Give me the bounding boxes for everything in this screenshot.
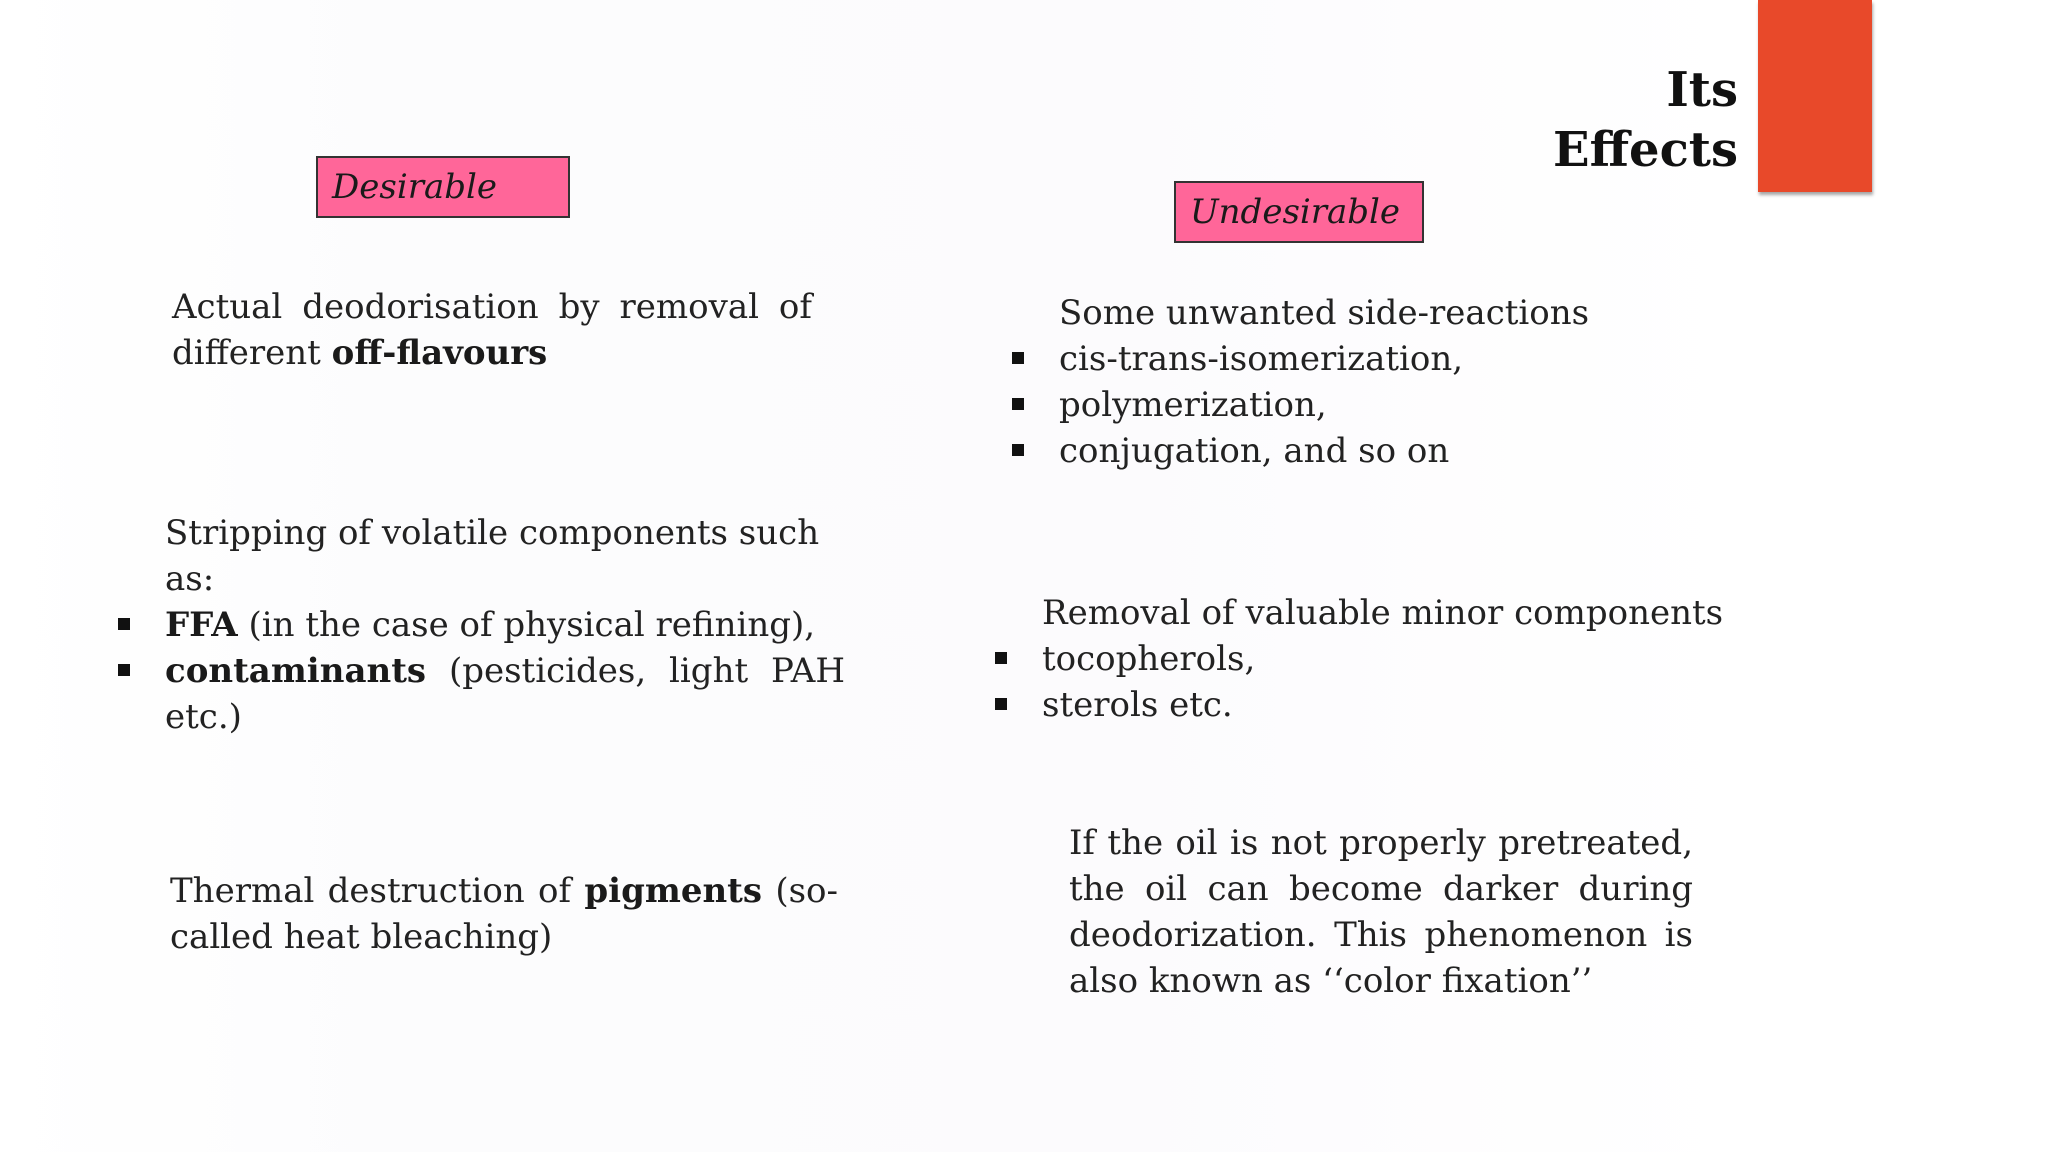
ffa-text: (in the case of physical refining), <box>237 605 816 645</box>
side-reactions-section <box>1059 290 1699 474</box>
list-item <box>1059 382 1699 428</box>
list-item <box>1042 636 1732 682</box>
removal-intro: Removal of valuable minor components <box>1042 593 1724 633</box>
contaminants-term: contaminants <box>165 651 427 691</box>
side-reaction-item: conjugation, and so on <box>1059 431 1450 471</box>
list-item <box>1059 336 1699 382</box>
list-item <box>1059 428 1699 474</box>
side-reaction-item: polymerization, <box>1059 385 1327 425</box>
deodorisation-paragraph <box>172 284 812 376</box>
thermal-text-after: (so-called heat bleaching) <box>170 871 839 957</box>
side-reactions-intro: Some unwanted side-reactions <box>1059 293 1590 333</box>
deodorisation-text: Actual deodorisation by removal of different <box>172 287 812 373</box>
stripping-intro: Stripping of volatile components such as: <box>165 513 820 599</box>
pigments-term: pigments <box>584 871 763 911</box>
removal-item: sterols etc. <box>1042 685 1233 725</box>
ffa-term: FFA <box>165 605 238 645</box>
list-item <box>165 648 845 740</box>
title-line-effects: Effects <box>1553 122 1738 178</box>
square-bullet-icon <box>995 698 1007 710</box>
undesirable-tag: Undesirable <box>1174 181 1424 243</box>
removal-item: tocopherols, <box>1042 639 1256 679</box>
side-reactions-list <box>1059 336 1699 474</box>
removal-section <box>1042 590 1732 728</box>
square-bullet-icon <box>1012 444 1024 456</box>
thermal-text-before: Thermal destruction of <box>170 871 585 911</box>
square-bullet-icon <box>995 652 1007 664</box>
slide-title <box>1553 60 1738 180</box>
off-flavours-term: off-flavours <box>331 333 548 373</box>
contaminants-text: (pesticides, light PAH etc.) <box>165 651 845 737</box>
title-line-its: Its <box>1666 62 1738 118</box>
square-bullet-icon <box>1012 398 1024 410</box>
square-bullet-icon <box>1012 352 1024 364</box>
desirable-tag: Desirable <box>316 156 570 218</box>
side-reaction-item: cis-trans-isomerization, <box>1059 339 1464 379</box>
square-bullet-icon <box>118 618 130 630</box>
removal-list <box>1042 636 1732 728</box>
square-bullet-icon <box>118 664 130 676</box>
list-item <box>165 602 845 648</box>
stripping-section <box>165 510 845 740</box>
accent-bar <box>1758 0 1872 192</box>
color-fixation-paragraph: If the oil is not properly pretreated, the oil can become darker during deodorization. This phenomenon is also known as ‘‘color fixation’’ <box>1069 823 1693 1001</box>
list-item <box>1042 682 1732 728</box>
thermal-paragraph <box>170 868 838 960</box>
stripping-list <box>165 602 845 740</box>
